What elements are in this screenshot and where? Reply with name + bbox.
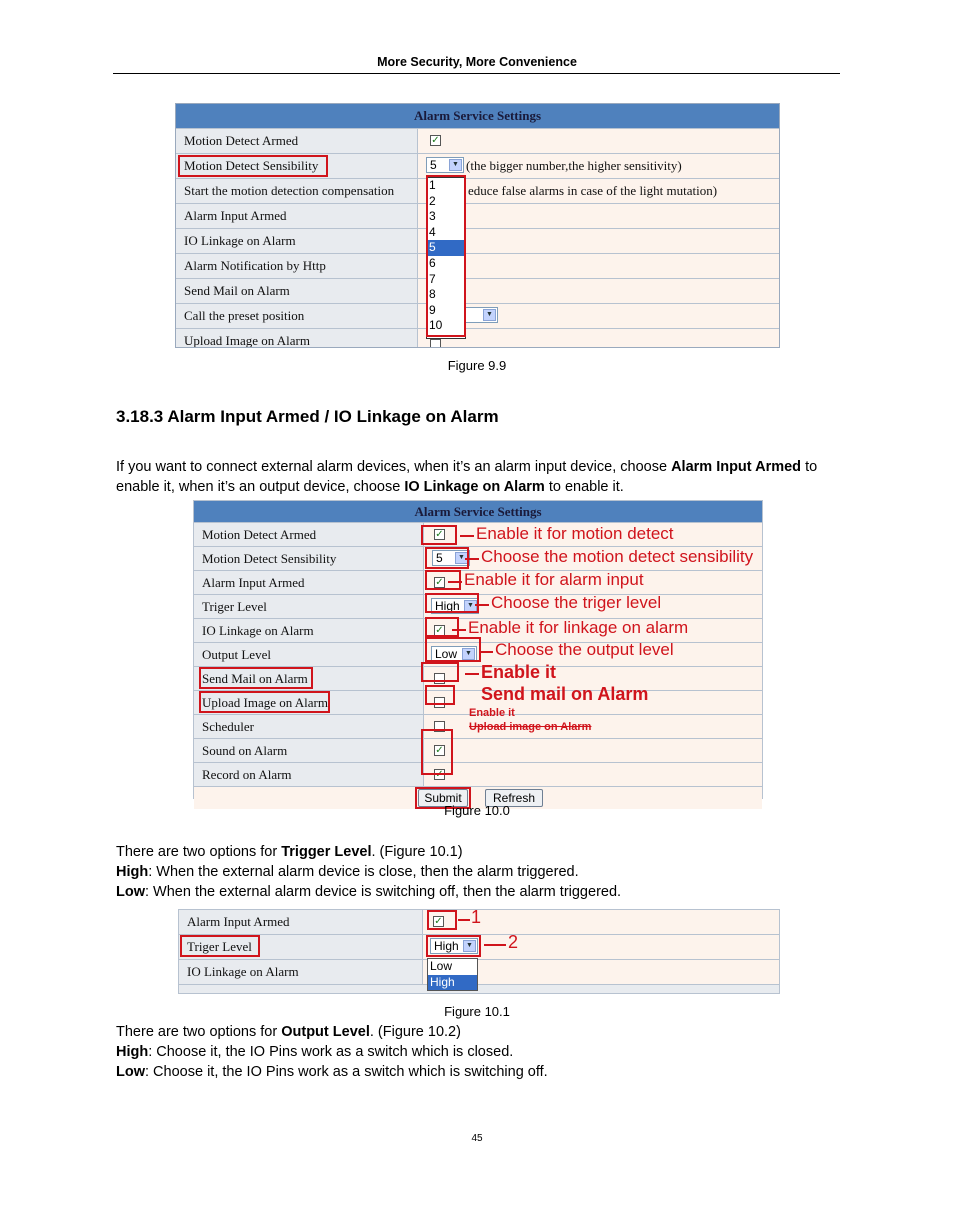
small-note-enable: Enable it [469,707,515,719]
output-line2-b: : Choose it, the IO Pins work as a switch which is closed. [148,1044,514,1060]
annotation-connector [479,651,493,653]
fig1-row [176,303,779,328]
option-high[interactable]: High [428,975,477,991]
fig2-sensibility-select-value: 5 [436,551,443,565]
highlight-dropdown-list [426,175,466,337]
fig1-row-value [418,179,779,203]
refresh-button[interactable]: Refresh [485,789,543,807]
marker-2: 2 [508,932,519,952]
fig2-row-label: IO Linkage on Alarm [194,619,424,642]
highlight-control [421,525,457,545]
fig1-row-label: Motion Detect Armed [176,129,418,153]
highlight-control [425,617,459,637]
sensibility-select[interactable] [426,157,464,173]
submit-button[interactable]: Submit [418,789,468,807]
fig1-row-label: Start the motion detection compensation [176,179,418,203]
fig2-row [194,738,762,762]
fig1-row-value [418,329,779,348]
annotation-connector [465,558,479,560]
annotation-connector [448,581,462,583]
annotation-connector [452,629,466,631]
marker-line-2 [484,944,506,946]
intro-bold-1: Alarm Input Armed [671,459,802,475]
annotation-label: Choose the output level [495,640,674,659]
output-line3-b: : Choose it, the IO Pins work as a switch which is switching off. [145,1064,548,1080]
fig2-checkbox[interactable]: ✓ [435,745,444,756]
sensibility-option[interactable]: 8 [429,287,436,302]
sensibility-option[interactable]: 3 [429,209,436,224]
trigger-paragraph [116,842,840,902]
fig1-row-value [418,229,779,253]
highlight-control [425,547,469,569]
chevron-down-icon: ▼ [483,309,496,321]
highlight-control [425,593,479,613]
option-low[interactable]: Low [430,959,453,973]
fig1-row-value [418,154,779,178]
intro-text-2: to enable it, when it’s an output device, choose [116,459,818,495]
chevron-down-icon: ▼ [449,159,462,171]
fig1-row-label: Upload Image on Alarm [176,329,418,348]
fig1-row [176,278,779,303]
annotation-connector [465,673,479,675]
trigger-line3-b: : When the external alarm device is switching off, then the alarm triggered. [145,884,622,900]
fig1-row [176,128,779,153]
fig2-row-label: Alarm Input Armed [194,571,424,594]
chevron-down-icon: ▼ [464,600,477,612]
fig1-row-value [418,254,779,278]
output-line3-a: Low [116,1064,145,1080]
fig1-row-label: Motion Detect Sensibility [176,154,418,178]
fig1-row-label: Send Mail on Alarm [176,279,418,303]
chevron-down-icon: ▼ [455,552,468,564]
fig2-title: Alarm Service Settings [194,501,762,522]
motion-detect-armed-checkbox[interactable]: ✓ [431,135,440,146]
chevron-down-icon: ▼ [462,648,475,660]
annotation-label: Enable it for motion detect [476,524,674,543]
fig3-row-label: IO Linkage on Alarm [179,960,423,984]
fig1-row [176,328,779,348]
fig2-row [194,762,762,786]
trigger-line1-a: There are two options for [116,844,282,860]
sensibility-option[interactable]: 2 [429,193,436,208]
compensation-note: educe false alarms in case of the light mutation) [468,183,718,198]
page-number: 45 [471,1133,483,1144]
figure-9-9-screenshot [175,103,780,348]
annotation-label: Enable it for linkage on alarm [468,618,689,637]
sensibility-option[interactable]: 5 [427,240,465,256]
annotation-connector [460,535,474,537]
sensibility-option[interactable]: 4 [429,224,436,239]
intro-text-3: to enable it. [544,479,624,495]
fig1-row [176,153,779,178]
fig2-row-label: Sound on Alarm [194,739,424,762]
fig2-row-label: Upload Image on Alarm [194,691,424,714]
chevron-down-icon: ▼ [463,940,476,952]
fig1-row-value [418,279,779,303]
fig1-row [176,253,779,278]
header-rule [113,73,840,74]
highlight-control [425,685,455,705]
sensitivity-note: (the bigger number,the higher sensitivity) [466,158,682,173]
fig2-row-label: Record on Alarm [194,763,424,786]
sensibility-select-value: 5 [430,158,437,172]
trigger-line3-a: Low [116,884,145,900]
triger-options-list[interactable] [427,958,478,991]
fig2-row-label: Motion Detect Armed [194,523,424,546]
output-paragraph [116,1022,840,1082]
annotation-label: Choose the triger level [491,593,662,612]
fig2-checkbox[interactable]: ✓ [435,529,444,540]
fig1-row [176,228,779,253]
fig2-row [194,666,762,690]
fig3-row-cut [179,984,779,994]
fig1-row [176,203,779,228]
fig2-checkbox[interactable]: ✓ [435,577,444,588]
fig3-triger-select-value: High [434,939,459,953]
trigger-line1-b: Trigger Level [281,844,372,860]
fig3-row-label: Triger Level [179,935,423,959]
output-line1-b: Output Level [281,1024,370,1040]
annotation-connector [475,604,489,606]
intro-paragraph [116,457,840,497]
figure-9-9-caption: Figure 9.9 [447,358,507,373]
fig2-row-label: Scheduler [194,715,424,738]
sensibility-option[interactable]: 1 [429,178,436,192]
fig2-checkbox[interactable]: ✓ [435,769,444,780]
highlight-sensibility-label [178,155,328,177]
output-line1-c: . (Figure 10.2) [369,1024,461,1040]
upload-image-checkbox[interactable] [430,339,441,348]
sensibility-option[interactable]: 7 [429,271,436,286]
fig1-row [176,178,779,203]
sensibility-option[interactable]: 9 [429,302,436,317]
fig1-row-label: Call the preset position [176,304,418,328]
fig2-checkbox[interactable]: ✓ [435,625,444,636]
fig1-row-label: IO Linkage on Alarm [176,229,418,253]
highlight-control [425,637,481,662]
fig1-row-value [418,204,779,228]
output-line2-a: High [116,1044,149,1060]
alarm-input-checkbox[interactable]: ✓ [434,916,443,927]
fig2-row-label: Output Level [194,643,424,666]
fig2-row-label: Send Mail on Alarm [194,667,424,690]
annotation-label: Enable it [481,662,557,682]
small-note-upload: Upload image on Alarm [469,721,592,733]
marker-1: 1 [471,907,482,927]
fig2-row-label: Triger Level [194,595,424,618]
highlight-alarm-input [427,910,457,930]
fig1-row-label: Alarm Notification by Http [176,254,418,278]
highlight-control [425,570,461,590]
trigger-line1-c: . (Figure 10.1) [371,844,463,860]
trigger-line2-a: High [116,864,149,880]
annotation-label: Enable it for alarm input [464,570,644,589]
fig1-row-value [418,304,779,328]
highlight-send-mail [199,667,313,689]
fig2-row-value [424,739,762,762]
figure-10-1-caption: Figure 10.1 [444,1004,510,1019]
annotation-label: Choose the motion detect sensibility [481,547,754,566]
fig2-row-value [424,763,762,786]
annotation-label: Send mail on Alarm [481,684,649,704]
fig1-row-value [418,129,779,153]
output-level-select-value: Low [435,647,458,661]
triger-level-select-value: High [435,599,460,613]
sensibility-option[interactable]: 6 [429,255,436,270]
highlight-upload-image [199,691,330,713]
output-line1-a: There are two options for [116,1024,282,1040]
highlight-triger-label [180,935,260,957]
highlight-triger-select [426,935,481,957]
intro-text-1: If you want to connect external alarm devices, when it’s an alarm input device, choose [116,459,672,475]
fig3-row-label: Alarm Input Armed [179,910,423,934]
highlight-control [421,662,459,682]
section-heading: 3.18.3 Alarm Input Armed / IO Linkage on Alarm [116,407,499,426]
sensibility-option[interactable]: 10 [429,318,443,333]
fig2-row-label: Motion Detect Sensibility [194,547,424,570]
trigger-line2-b: : When the external alarm device is close, then the alarm triggered. [148,864,579,880]
figure-10-0-caption: Figure 10.0 [444,803,510,818]
page-header: More Security, More Convenience [377,55,577,69]
fig3-row [179,959,779,984]
fig1-title: Alarm Service Settings [176,104,779,128]
marker-line-1 [458,919,470,921]
intro-bold-2: IO Linkage on Alarm [404,479,545,495]
highlight-control [421,729,453,775]
fig1-row-label: Alarm Input Armed [176,204,418,228]
